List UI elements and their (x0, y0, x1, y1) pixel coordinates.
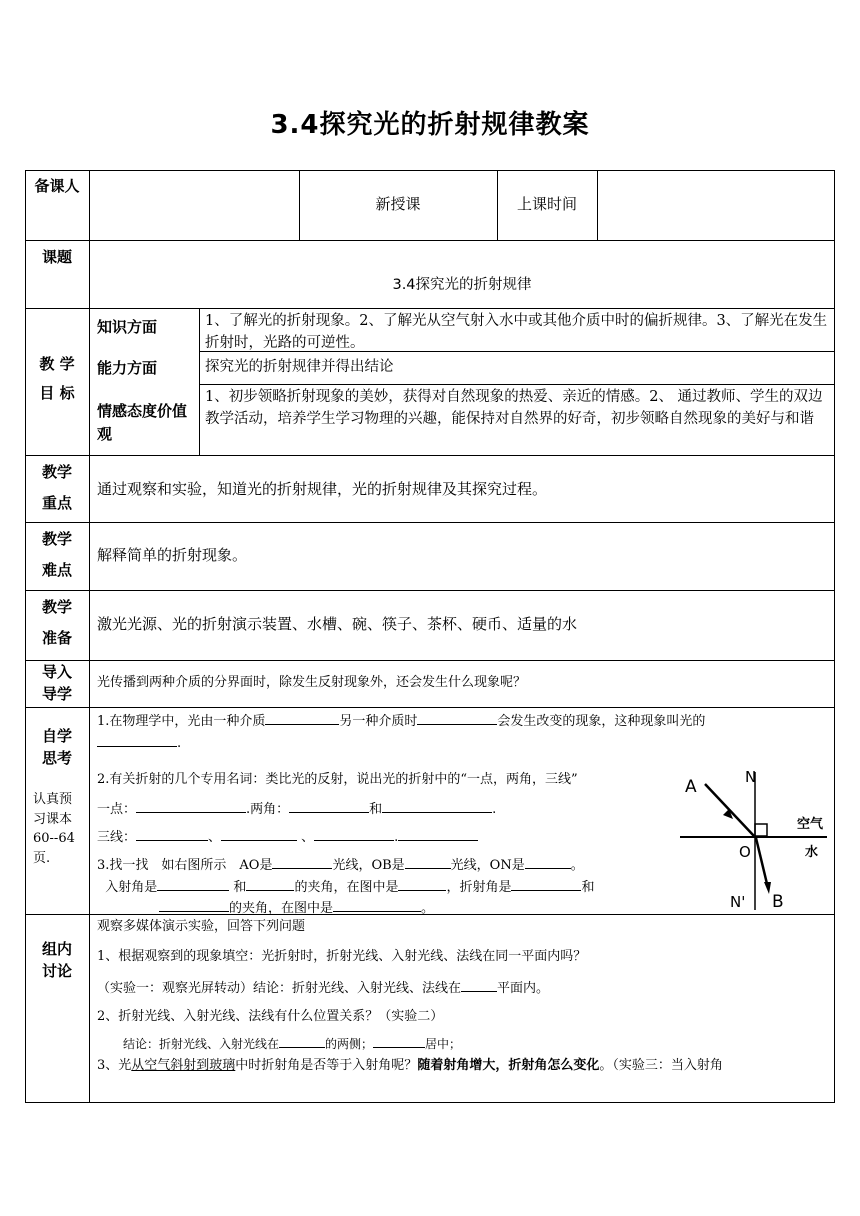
group-label: 组内讨论 (41, 940, 72, 980)
difficulty-label: 教学难点 (41, 530, 72, 579)
self-study-q3: 3.找一找 如右图所示 AO是 光线，OB是 光线，ON是 。 入射角是 和 的夹角，在图中是 ，折射角是 和 的夹角，在图中是 。 (97, 854, 697, 919)
label-water: 水 (805, 845, 819, 860)
right-angle-mark (755, 824, 767, 836)
topic-label: 课题 (41, 248, 72, 266)
preparer-label: 备课人 (34, 177, 80, 195)
group-q3: 3、光从空气斜射到玻璃中时折射角是否等于入射角呢？随着射角增大，折射角怎么变化。（实验三：当入射角 (97, 1058, 723, 1073)
group-conclusion: 结论：折射光线、入射光线在 的两侧； 居中； (123, 1037, 462, 1051)
objectives-label: 教 学 目 标 (39, 355, 75, 402)
group-q2: 2、折射光线、入射光线、法线有什么位置关系？（实验二） (97, 1009, 444, 1024)
knowledge-text: 1、了解光的折射现象。2、了解光从空气射入水中或其他介质中时的偏折规律。3、了解光在发生折射时，光路的可逆性。 (205, 313, 828, 352)
label-air: 空气 (797, 817, 824, 832)
label-b: B (772, 892, 784, 912)
page-title: 3.4探究光的折射规律教案 (270, 110, 590, 140)
ability-label: 能力方面 (97, 359, 158, 377)
time-label: 上课时间 (516, 195, 577, 213)
difficulty-text: 解释简单的折射现象。 (97, 546, 248, 564)
label-o: O (739, 843, 751, 861)
refracted-ray (756, 838, 768, 888)
lesson-type: 新授课 (375, 195, 421, 213)
ability-text: 探究光的折射规律并得出结论 (205, 359, 394, 375)
refraction-diagram (675, 762, 835, 912)
incident-ray (705, 784, 754, 836)
key-points-label: 教学重点 (41, 463, 72, 512)
preparation-text: 激光光源、光的折射演示装置、水槽、碗、筷子、茶杯、硬币、适量的水 (97, 615, 578, 633)
emotion-text: 1、初步领略折射现象的美妙，获得对自然现象的热爱、亲近的情感。2、 通过教师、学生的双边教学活动，培养学生学习物理的兴趣，能保持对自然界的好奇，初步领略自然现象的美好与和谐 (205, 389, 823, 428)
key-points-text: 通过观察和实验，知道光的折射规律，光的折射规律及其探究过程。 (97, 480, 548, 498)
intro-text: 光传播到两种介质的分界面时，除发生反射现象外，还会发生什么现象呢？ (97, 675, 527, 690)
intro-label: 导入导学 (41, 663, 72, 703)
preparation-label: 教学准备 (41, 598, 72, 647)
self-study-note: 认真预习课本60--64页. (33, 792, 75, 866)
label-n: N (745, 768, 757, 786)
knowledge-label: 知识方面 (97, 318, 158, 336)
refracted-arrow (764, 882, 771, 894)
group-intro: 观察多媒体演示实验，回答下列问题 (97, 919, 306, 934)
lesson-plan-table (25, 170, 835, 1103)
topic: 3.4探究光的折射规律 (392, 277, 532, 293)
group-q1: 1、根据观察到的现象填空：光折射时，折射光线、入射光线、法线在同一平面内吗？ (97, 949, 587, 964)
self-study-q1: 1.在物理学中，光由一种介质 另一种介质时 会发生改变的现象，这种现象叫光的 . (97, 710, 832, 753)
group-exp1: （实验一：观察光屏转动）结论：折射光线、入射光线、法线在 平面内。 (97, 977, 832, 999)
self-study-terms: 一点： .两角： 和 . (97, 798, 697, 820)
label-n-prime: N' (730, 893, 746, 911)
self-study-q2: 2.有关折射的几个专用名词：类比光的反射，说出光的折射中的“一点，两角，三线” (97, 772, 578, 787)
label-a: A (685, 777, 697, 797)
self-study-label: 自学思考 (41, 727, 72, 767)
self-study-lines: 三线： 、 、 . (97, 826, 697, 848)
emotion-label: 情感态度价值观 (97, 402, 188, 443)
